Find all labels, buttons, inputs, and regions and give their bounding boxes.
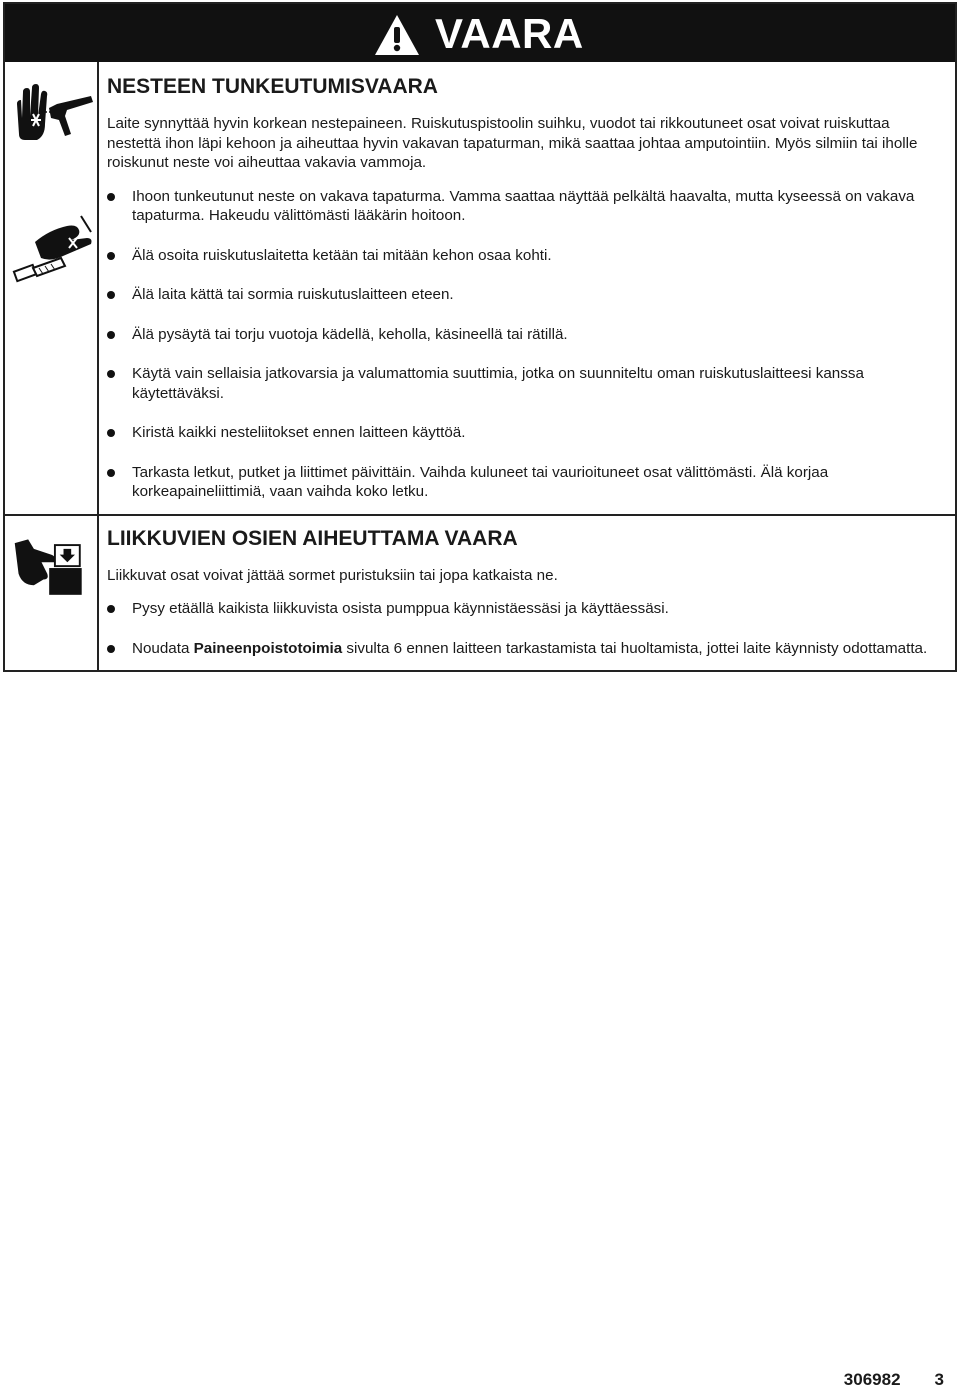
section-intro: Laite synnyttää hyvin korkean nestepaineen. Ruiskutuspistoolin suihku, vuodot tai rikkoutuneet osat voivat ruiskuttaa nestettä ihon läpi kehoon ja aiheuttaa hyvin vakavan tapaturman, mikä saattaa johtaa amputointiin. Myös silmiin tai iholle roiskunut neste voi aiheuttaa vakavia vammoja. [107,115,918,171]
bullet-icon [107,252,115,260]
hand-moving-parts-icon [9,534,97,604]
warning-title: VAARA [435,10,584,57]
page-number: 3 [934,1370,944,1389]
moving-parts-section [5,514,955,671]
section-content [99,516,955,671]
bullet-icon [107,605,115,613]
list-item: Älä laita kättä tai sormia ruiskutuslaitteen eteen. [107,285,945,305]
section-content [99,62,955,514]
hand-spray-gun-icon [5,74,97,154]
bullet-icon [107,429,115,437]
section-intro: Liikkuvat osat voivat jättää sormet puristuksiin tai jopa katkaista ne. [107,566,558,584]
document-number: 306982 [843,1370,901,1389]
bullet-icon [107,645,115,653]
bullet-icon [107,370,115,378]
list-item: Pysy etäällä kaikista liikkuvista osista pumppua käynnistäessäsi ja käyttäessäsi. [107,599,945,619]
warning-header [5,4,955,62]
bullet-icon [107,291,115,299]
section-title: LIIKKUVIEN OSIEN AIHEUTTAMA VAARA [107,526,518,550]
section-title: NESTEEN TUNKEUTUMISVAARA [107,75,438,98]
bullet-icon [107,193,115,201]
hand-hose-leak-icon [5,212,97,302]
warning-table [3,2,957,672]
bullet-icon [107,331,115,339]
bullet-icon [107,469,115,477]
procedure-reference: Paineenpoistotoimia [193,639,343,657]
list-item: Noudata Paineenpoistotoimia sivulta 6 ennen laitteen tarkastamista tai huoltamista, jottei laite käynnisty odottamatta. [107,639,945,659]
list-item: Käytä vain sellaisia jatkovarsia ja valumattomia suuttimia, jotka on suunniteltu oman ruiskutuslaitteesi kanssa käytettäväksi. [107,364,945,403]
fluid-injection-section [5,62,955,514]
section-icons [5,516,99,671]
bullet-list [107,187,945,502]
page-footer [844,1370,944,1390]
list-item: Kiristä kaikki nesteliitokset ennen laitteen käyttöä. [107,423,945,443]
list-item: Tarkasta letkut, putket ja liittimet päivittäin. Vaihda kuluneet tai vaurioituneet osat välittömästi. Älä korjaa korkeapaineliittimiä, vaan vaihda koko letku. [107,463,945,502]
list-item: Ihoon tunkeutunut neste on vakava tapaturma. Vamma saattaa näyttää pelkältä haavalta, mutta kyseessä on vakava tapaturma. Hakeudu välittömästi lääkärin hoitoon. [107,187,945,226]
warning-triangle-icon [373,13,421,57]
section-icons [5,62,99,514]
list-item: Älä osoita ruiskutuslaitetta ketään tai mitään kehon osaa kohti. [107,246,945,266]
list-item: Älä pysäytä tai torju vuotoja kädellä, keholla, käsineellä tai rätillä. [107,325,945,345]
bullet-list [107,599,945,658]
